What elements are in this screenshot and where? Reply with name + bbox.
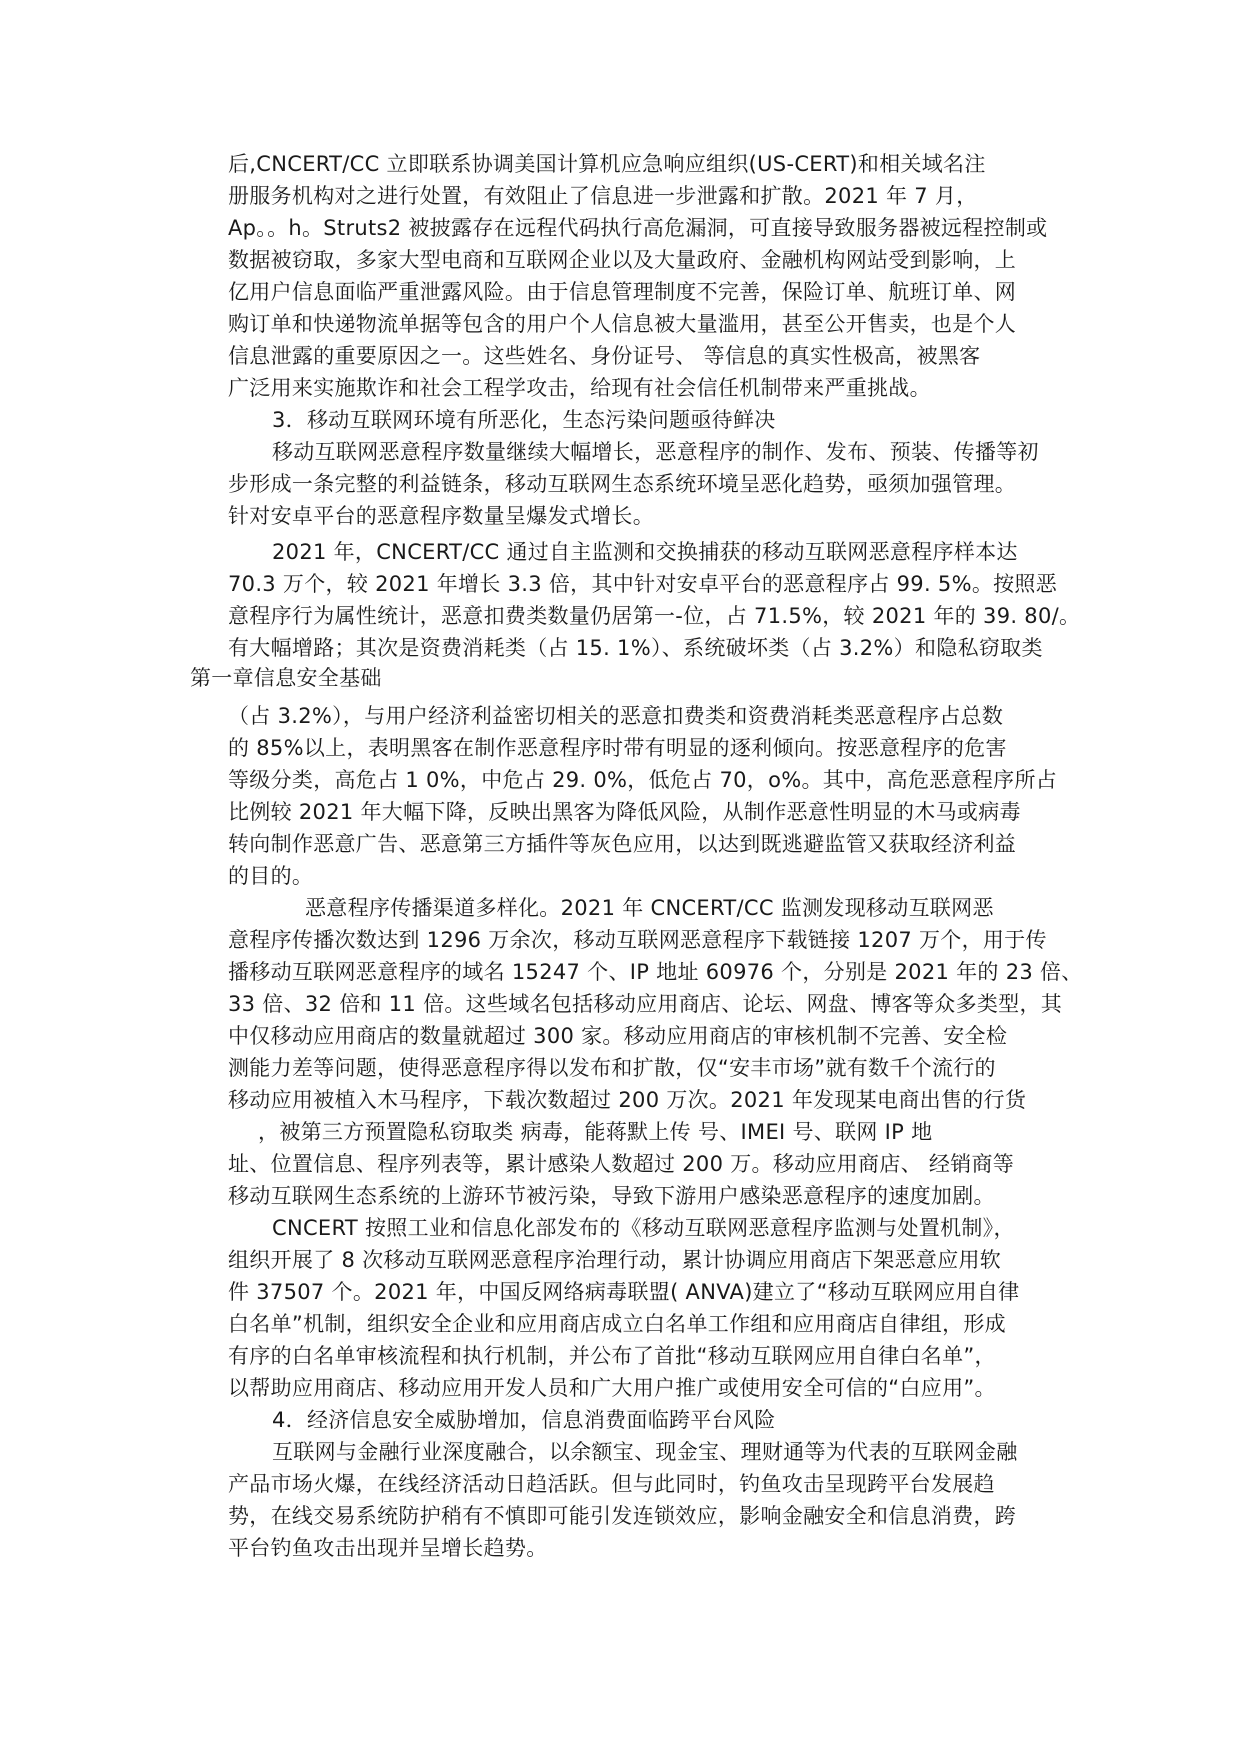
text-line-12: 针对安卓平台的恶意程序数量呈爆发式增长。: [228, 504, 654, 528]
text-line-35: 组织开展了 8 次移动互联网恶意程序治理行动，累计协调应用商店下架恶意应用软: [228, 1248, 1002, 1272]
text-line-26: 播移动互联网恶意程序的域名 15247 个、IP 地址 60976 个，分别是 2021 年的 23 倍、: [228, 960, 1083, 984]
text-line-2: 册服务机构对之进行处置，有效阻止了信息进一步泄露和扩散。2021 年 7 月，: [228, 184, 978, 208]
text-line-1: 后,CNCERT/CC 立即联系协调美国计算机应急响应组织(US-CERT)和相关域名注: [228, 152, 986, 176]
text-line-37: 白名单”机制，组织安全企业和应用商店成立白名单工作组和应用商店自律组，形成: [228, 1312, 1006, 1336]
text-line-20: 等级分类，高危占 1 0%，中危占 29. 0%，低危占 70，o%。其中，高危恶意程序所占: [228, 768, 1058, 792]
section-heading-3: 3．移动互联网环境有所恶化，生态污染问题亟待鲜决: [272, 408, 776, 432]
text-line-11: 步形成一条完整的利益链条，移动互联网生态系统环境呈恶化趋势，亟须加强管理。: [228, 472, 1017, 496]
text-line-24: 恶意程序传播渠道多样化。2021 年 CNCERT/CC 监测发现移动互联网恶: [305, 896, 994, 920]
text-line-30: 移动应用被植入木马程序，下载次数超过 200 万次。2021 年发现某电商出售的行货: [228, 1088, 1027, 1112]
text-line-33: 移动互联网生态系统的上游环节被污染，导致下游用户感染恶意程序的速度加剧。: [228, 1184, 995, 1208]
text-line-27: 33 倍、32 倍和 11 倍。这些域名包括移动应用商店、论坛、网盘、博客等众多类型，其: [228, 992, 1063, 1016]
text-line-39: 以帮助应用商店、移动应用开发人员和广大用户推广或使用安全可信的“白应用”。: [228, 1376, 996, 1400]
text-line-14: 70.3 万个，较 2021 年增长 3.3 倍，其中针对安卓平台的恶意程序占 99. 5%。按照恶: [228, 572, 1058, 596]
text-line-21: 比例较 2021 年大幅下降，反映出黑客为降低风险，从制作恶意性明显的木马或病毒: [228, 800, 1021, 824]
text-line-38: 有序的白名单审核流程和执行机制，并公布了首批“移动互联网应用自律白名单”，: [228, 1344, 996, 1368]
text-line-44: 平台钓鱼攻击出现并呈增长趋势。: [228, 1536, 548, 1560]
chapter-header: 第一章信息安全基础: [190, 666, 382, 690]
text-line-5: 亿用户信息面临严重泄露风险。由于信息管理制度不完善，保险订单、航班订单、网: [228, 280, 1017, 304]
text-line-3: Ap。。h。Struts2 被披露存在远程代码执行高危漏洞，可直接导致服务器被远程控制或: [228, 216, 1048, 240]
text-line-15: 意程序行为属性统计，恶意扣费类数量仍居第一-位，占 71.5%，较 2021 年的 39. 80/。: [228, 604, 1081, 628]
text-line-32: 址、位置信息、程序列表等，累计感染人数超过 200 万。移动应用商店、 经销商等: [228, 1152, 1015, 1176]
text-line-36: 件 37507 个。2021 年，中国反网络病毒联盟( ANVA)建立了“移动互联网应用自律: [228, 1280, 1020, 1304]
section-heading-4: 4．经济信息安全威胁增加，信息消费面临跨平台风险: [272, 1408, 776, 1432]
text-line-19: 的 85%以上，表明黑客在制作恶意程序时带有明显的逐利倾向。按恶意程序的危害: [228, 736, 1007, 760]
text-line-28: 中仅移动应用商店的数量就超过 300 家。移动应用商店的审核机制不完善、安全检: [228, 1024, 1008, 1048]
text-line-4: 数据被窃取，多家大型电商和互联网企业以及大量政府、金融机构网站受到影响，上: [228, 248, 1017, 272]
text-line-31: ，被第三方预置隐私窃取类 病毒，能蒋默上传 号、IMEI 号、联网 IP 地: [258, 1120, 933, 1144]
text-line-6: 购订单和快递物流单据等包含的用户个人信息被大量滥用，甚至公开售卖，也是个人: [228, 312, 1017, 336]
text-line-10: 移动互联网恶意程序数量继续大幅增长，恶意程序的制作、发布、预装、传播等初: [272, 440, 1039, 464]
text-line-25: 意程序传播次数达到 1296 万余次，移动互联网恶意程序下载链接 1207 万个，用于传: [228, 928, 1047, 952]
text-line-22: 转向制作恶意广告、恶意第三方插件等灰色应用，以达到既逃避监管又获取经济利益: [228, 832, 1017, 856]
text-line-13: 2021 年，CNCERT/CC 通过自主监测和交换捕获的移动互联网恶意程序样本达: [272, 540, 1018, 564]
text-line-7: 信息泄露的重要原因之一。这些姓名、身份证号、 等信息的真实性极高，被黑客: [228, 344, 981, 368]
text-line-23: 的目的。: [228, 864, 314, 888]
text-line-16: 有大幅增路；其次是资费消耗类（占 15. 1%）、系统破坏类（占 3.2%）和隐私窃取类: [228, 636, 1043, 660]
text-line-42: 产品市场火爆，在线经济活动日趋活跃。但与此同时，钓鱼攻击呈现跨平台发展趋: [228, 1472, 995, 1496]
text-line-29: 测能力差等问题，使得恶意程序得以发布和扩散，仅“安丰市场”就有数千个流行的: [228, 1056, 996, 1080]
text-line-34: CNCERT 按照工业和信息化部发布的《移动互联网恶意程序监测与处置机制》，: [272, 1216, 1015, 1240]
text-line-18: （占 3.2%），与用户经济利益密切相关的恶意扣费类和资费消耗类恶意程序占总数: [228, 704, 1004, 728]
text-line-43: 势，在线交易系统防护稍有不慎即可能引发连锁效应，影响金融安全和信息消费，跨: [228, 1504, 1017, 1528]
text-line-8: 广泛用来实施欺诈和社会工程学攻击，给现有社会信任机制带来严重挑战。: [228, 376, 931, 400]
text-line-41: 互联网与金融行业深度融合，以余额宝、现金宝、理财通等为代表的互联网金融: [272, 1440, 1018, 1464]
